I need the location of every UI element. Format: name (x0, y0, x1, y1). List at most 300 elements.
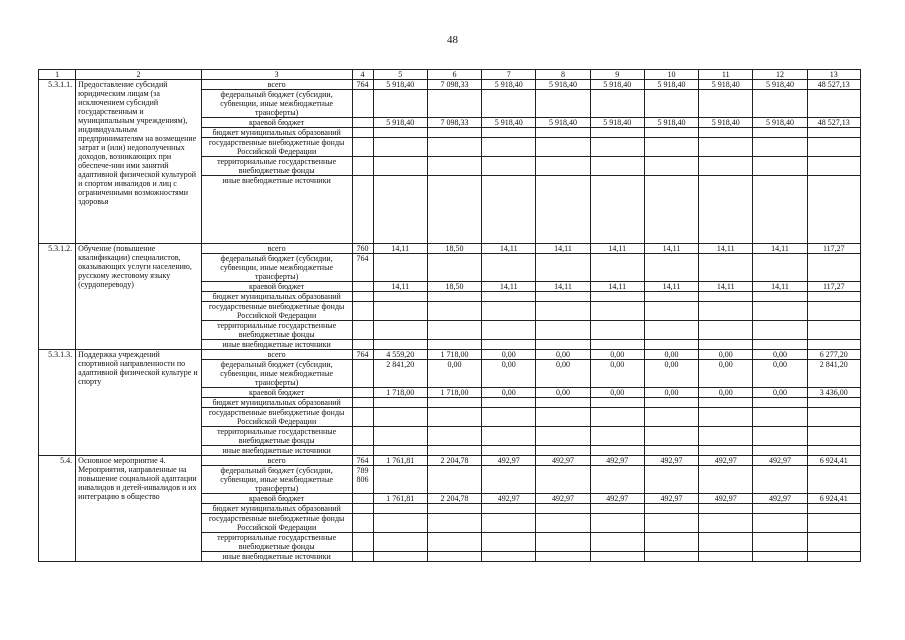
amount-cell (807, 504, 860, 514)
amount-cell: 0,00 (427, 360, 481, 388)
amount-cell (482, 254, 536, 282)
funding-source: краевой бюджет (201, 494, 352, 504)
funding-source: всего (201, 350, 352, 360)
amount-cell (699, 408, 753, 427)
amount-cell (590, 446, 644, 456)
amount-cell (753, 446, 807, 456)
amount-cell: 14,11 (699, 244, 753, 254)
amount-cell: 3 436,00 (807, 388, 860, 398)
amount-cell: 18,50 (427, 244, 481, 254)
header-row (39, 70, 861, 80)
amount-cell: 0,00 (482, 350, 536, 360)
funding-source: иные внебюджетные источники (201, 340, 352, 350)
funding-source: бюджет муниципальных образований (201, 128, 352, 138)
amount-cell (644, 504, 698, 514)
ksr-code: 764 (352, 254, 373, 282)
amount-cell: 0,00 (753, 360, 807, 388)
amount-cell (699, 533, 753, 552)
amount-cell: 492,97 (753, 494, 807, 504)
ksr-code (352, 302, 373, 321)
activity-code: 5.3.1.2. (39, 244, 76, 350)
amount-cell (427, 552, 481, 562)
amount-cell (807, 176, 860, 244)
amount-cell (482, 533, 536, 552)
amount-cell: 5 918,40 (753, 118, 807, 128)
amount-cell: 0,00 (482, 388, 536, 398)
amount-cell: 14,11 (536, 282, 590, 292)
amount-cell (590, 466, 644, 494)
amount-cell (699, 176, 753, 244)
amount-cell (807, 514, 860, 533)
amount-cell (536, 427, 590, 446)
amount-cell (482, 302, 536, 321)
amount-cell: 14,11 (644, 244, 698, 254)
amount-cell (699, 340, 753, 350)
amount-cell: 0,00 (482, 360, 536, 388)
amount-cell: 492,97 (482, 494, 536, 504)
funding-source: краевой бюджет (201, 388, 352, 398)
amount-cell (753, 504, 807, 514)
amount-cell: 5 918,40 (644, 118, 698, 128)
amount-cell: 5 918,40 (482, 118, 536, 128)
header-cell: 7 (482, 70, 536, 80)
amount-cell (807, 90, 860, 118)
amount-cell (590, 533, 644, 552)
amount-cell: 492,97 (590, 494, 644, 504)
amount-cell (536, 128, 590, 138)
amount-cell (536, 302, 590, 321)
amount-cell (753, 90, 807, 118)
amount-cell: 14,11 (753, 282, 807, 292)
amount-cell (699, 552, 753, 562)
amount-cell (427, 157, 481, 176)
amount-cell (807, 254, 860, 282)
amount-cell: 14,11 (482, 282, 536, 292)
amount-cell: 5 918,40 (590, 80, 644, 90)
ksr-code (352, 118, 373, 128)
amount-cell (590, 128, 644, 138)
amount-cell: 2 841,20 (373, 360, 427, 388)
table-row (39, 80, 861, 90)
amount-cell (807, 292, 860, 302)
amount-cell (536, 514, 590, 533)
amount-cell (427, 254, 481, 282)
amount-cell (427, 90, 481, 118)
amount-cell (373, 321, 427, 340)
amount-cell (373, 302, 427, 321)
activity-name: Предоставление субсидий юридическим лицам (за исключением субсидий государственным и муниципальным учреждениям), индивидуальным предпринимателям на возмещение затрат и (или) недополученных доходов, возникающих при обеспече-нии ими занятий адаптивной физической культурой и спортом инвалидов и лиц с ограниченными возможностями здоровья (76, 80, 202, 244)
amount-cell (753, 302, 807, 321)
amount-cell (590, 302, 644, 321)
amount-cell: 48 527,13 (807, 80, 860, 90)
ksr-code (352, 388, 373, 398)
amount-cell (699, 398, 753, 408)
amount-cell: 6 924,41 (807, 456, 860, 466)
amount-cell: 492,97 (699, 494, 753, 504)
amount-cell: 0,00 (699, 388, 753, 398)
amount-cell (427, 302, 481, 321)
amount-cell (482, 176, 536, 244)
header-cell: 11 (699, 70, 753, 80)
amount-cell: 4 559,20 (373, 350, 427, 360)
amount-cell (699, 292, 753, 302)
amount-cell (753, 427, 807, 446)
funding-source: государственные внебюджетные фонды Российской Федерации (201, 138, 352, 157)
amount-cell (536, 552, 590, 562)
amount-cell (427, 398, 481, 408)
amount-cell: 0,00 (644, 388, 698, 398)
amount-cell: 14,11 (373, 282, 427, 292)
amount-cell: 1 718,00 (427, 350, 481, 360)
amount-cell (807, 138, 860, 157)
amount-cell (644, 408, 698, 427)
amount-cell: 0,00 (590, 388, 644, 398)
amount-cell: 0,00 (536, 360, 590, 388)
ksr-code (352, 504, 373, 514)
amount-cell: 14,11 (699, 282, 753, 292)
amount-cell (482, 90, 536, 118)
amount-cell (753, 466, 807, 494)
ksr-code (352, 90, 373, 118)
amount-cell (482, 427, 536, 446)
amount-cell: 0,00 (699, 350, 753, 360)
funding-source: бюджет муниципальных образований (201, 292, 352, 302)
ksr-code (352, 292, 373, 302)
amount-cell (536, 138, 590, 157)
amount-cell (644, 398, 698, 408)
amount-cell (590, 408, 644, 427)
activity-code: 5.4. (39, 456, 76, 562)
ksr-code (352, 340, 373, 350)
amount-cell (644, 254, 698, 282)
amount-cell (644, 427, 698, 446)
amount-cell: 5 918,40 (590, 118, 644, 128)
amount-cell (699, 138, 753, 157)
amount-cell: 0,00 (536, 350, 590, 360)
funding-source: государственные внебюджетные фонды Российской Федерации (201, 408, 352, 427)
amount-cell (807, 321, 860, 340)
amount-cell (590, 90, 644, 118)
amount-cell (373, 254, 427, 282)
amount-cell (536, 340, 590, 350)
amount-cell: 5 918,40 (536, 118, 590, 128)
amount-cell: 0,00 (590, 350, 644, 360)
amount-cell: 14,11 (482, 244, 536, 254)
funding-source: всего (201, 80, 352, 90)
amount-cell (536, 446, 590, 456)
ksr-code (352, 533, 373, 552)
amount-cell: 14,11 (373, 244, 427, 254)
amount-cell (699, 302, 753, 321)
amount-cell (644, 302, 698, 321)
amount-cell: 492,97 (699, 456, 753, 466)
amount-cell: 5 918,40 (373, 80, 427, 90)
ksr-code: 760 (352, 244, 373, 254)
amount-cell (427, 176, 481, 244)
amount-cell: 0,00 (590, 360, 644, 388)
ksr-code (352, 138, 373, 157)
amount-cell (807, 157, 860, 176)
amount-cell: 492,97 (644, 456, 698, 466)
activity-name: Обучение (повышение квалификации) специалистов, оказывающих услуги населению, русскому жестовому языку (сурдопереводу) (76, 244, 202, 350)
header-cell: 10 (644, 70, 698, 80)
amount-cell: 1 718,00 (373, 388, 427, 398)
amount-cell (536, 321, 590, 340)
amount-cell (590, 427, 644, 446)
funding-source: всего (201, 456, 352, 466)
funding-source: федеральный бюджет (субсидии, субвенции, иные межбюджетные трансферты) (201, 360, 352, 388)
amount-cell (482, 466, 536, 494)
amount-cell (427, 138, 481, 157)
amount-cell: 5 918,40 (482, 80, 536, 90)
amount-cell (427, 446, 481, 456)
amount-cell (373, 446, 427, 456)
amount-cell (699, 504, 753, 514)
funding-source: иные внебюджетные источники (201, 552, 352, 562)
ksr-code: 789 806 (352, 466, 373, 494)
amount-cell (536, 504, 590, 514)
amount-cell (644, 514, 698, 533)
amount-cell: 6 277,20 (807, 350, 860, 360)
amount-cell (590, 552, 644, 562)
amount-cell (427, 408, 481, 427)
amount-cell: 5 918,40 (536, 80, 590, 90)
amount-cell (482, 138, 536, 157)
funding-source: краевой бюджет (201, 118, 352, 128)
amount-cell: 7 098,33 (427, 118, 481, 128)
header-cell: 5 (373, 70, 427, 80)
amount-cell (427, 128, 481, 138)
amount-cell: 2 841,20 (807, 360, 860, 388)
amount-cell (590, 138, 644, 157)
amount-cell (373, 466, 427, 494)
amount-cell (753, 340, 807, 350)
header-cell: 3 (201, 70, 352, 80)
amount-cell (536, 408, 590, 427)
amount-cell (699, 254, 753, 282)
amount-cell (482, 446, 536, 456)
amount-cell (807, 552, 860, 562)
amount-cell (482, 292, 536, 302)
amount-cell: 1 718,00 (427, 388, 481, 398)
funding-source: федеральный бюджет (субсидии, субвенции, иные межбюджетные трансферты) (201, 90, 352, 118)
amount-cell (644, 552, 698, 562)
amount-cell (373, 128, 427, 138)
amount-cell (753, 176, 807, 244)
amount-cell: 1 761,81 (373, 456, 427, 466)
amount-cell (482, 514, 536, 533)
amount-cell: 48 527,13 (807, 118, 860, 128)
amount-cell (427, 292, 481, 302)
amount-cell (482, 398, 536, 408)
amount-cell (373, 176, 427, 244)
amount-cell (536, 398, 590, 408)
header-cell: 9 (590, 70, 644, 80)
amount-cell: 1 761,81 (373, 494, 427, 504)
table-row (39, 244, 861, 254)
amount-cell: 492,97 (536, 456, 590, 466)
ksr-code (352, 282, 373, 292)
amount-cell: 5 918,40 (753, 80, 807, 90)
amount-cell: 5 918,40 (699, 118, 753, 128)
amount-cell: 5 918,40 (373, 118, 427, 128)
funding-source: территориальные государственные внебюджетные фонды (201, 427, 352, 446)
amount-cell: 0,00 (644, 350, 698, 360)
amount-cell (699, 128, 753, 138)
ksr-code (352, 427, 373, 446)
amount-cell (427, 321, 481, 340)
amount-cell: 0,00 (753, 350, 807, 360)
amount-cell (373, 408, 427, 427)
amount-cell: 5 918,40 (644, 80, 698, 90)
amount-cell (482, 128, 536, 138)
funding-source: федеральный бюджет (субсидии, субвенции, иные межбюджетные трансферты) (201, 466, 352, 494)
amount-cell (644, 466, 698, 494)
amount-cell (590, 504, 644, 514)
amount-cell: 0,00 (644, 360, 698, 388)
header-cell: 4 (352, 70, 373, 80)
amount-cell: 14,11 (753, 244, 807, 254)
amount-cell: 492,97 (536, 494, 590, 504)
amount-cell (373, 514, 427, 533)
funding-source: федеральный бюджет (субсидии, субвенции, иные межбюджетные трансферты) (201, 254, 352, 282)
amount-cell (373, 292, 427, 302)
amount-cell (536, 292, 590, 302)
funding-source: государственные внебюджетные фонды Российской Федерации (201, 514, 352, 533)
funding-source: территориальные государственные внебюджетные фонды (201, 157, 352, 176)
amount-cell: 492,97 (644, 494, 698, 504)
amount-cell (699, 427, 753, 446)
amount-cell (807, 533, 860, 552)
amount-cell (753, 408, 807, 427)
funding-source: краевой бюджет (201, 282, 352, 292)
amount-cell (590, 398, 644, 408)
amount-cell (590, 340, 644, 350)
amount-cell: 2 204,78 (427, 456, 481, 466)
amount-cell (373, 533, 427, 552)
amount-cell: 7 098,33 (427, 80, 481, 90)
ksr-code (352, 408, 373, 427)
amount-cell (753, 254, 807, 282)
ksr-code (352, 514, 373, 533)
amount-cell: 117,27 (807, 282, 860, 292)
amount-cell (590, 292, 644, 302)
amount-cell (753, 157, 807, 176)
amount-cell (807, 466, 860, 494)
amount-cell: 0,00 (536, 388, 590, 398)
amount-cell (373, 504, 427, 514)
ksr-code (352, 446, 373, 456)
ksr-code: 764 (352, 80, 373, 90)
amount-cell: 14,11 (590, 282, 644, 292)
amount-cell (536, 466, 590, 494)
amount-cell: 0,00 (753, 388, 807, 398)
funding-source: территориальные государственные внебюджетные фонды (201, 533, 352, 552)
amount-cell (373, 138, 427, 157)
amount-cell (807, 446, 860, 456)
activity-name: Основное мероприятие 4. Мероприятия, направленные на повышение социальной адаптации инвалидов и детей-инвалидов и их интеграцию в общество (76, 456, 202, 562)
funding-source: бюджет муниципальных образований (201, 504, 352, 514)
amount-cell (753, 138, 807, 157)
header-cell: 2 (76, 70, 202, 80)
ksr-code (352, 321, 373, 340)
funding-source: территориальные государственные внебюджетные фонды (201, 321, 352, 340)
amount-cell: 492,97 (590, 456, 644, 466)
amount-cell (590, 157, 644, 176)
page-number: 48 (447, 34, 458, 46)
amount-cell (753, 292, 807, 302)
amount-cell (482, 157, 536, 176)
amount-cell (807, 340, 860, 350)
amount-cell (753, 321, 807, 340)
amount-cell (536, 254, 590, 282)
amount-cell (644, 90, 698, 118)
amount-cell: 0,00 (699, 360, 753, 388)
amount-cell (644, 292, 698, 302)
amount-cell: 2 204,78 (427, 494, 481, 504)
ksr-code: 764 (352, 350, 373, 360)
amount-cell (644, 176, 698, 244)
ksr-code (352, 360, 373, 388)
amount-cell: 14,11 (644, 282, 698, 292)
amount-cell: 5 918,40 (699, 80, 753, 90)
header-cell: 12 (753, 70, 807, 80)
funding-source: государственные внебюджетные фонды Российской Федерации (201, 302, 352, 321)
amount-cell (536, 157, 590, 176)
amount-cell: 14,11 (536, 244, 590, 254)
amount-cell: 18,50 (427, 282, 481, 292)
ksr-code: 764 (352, 456, 373, 466)
amount-cell (373, 398, 427, 408)
amount-cell (699, 157, 753, 176)
budget-table (38, 69, 861, 562)
amount-cell (427, 533, 481, 552)
ksr-code (352, 128, 373, 138)
ksr-code (352, 398, 373, 408)
amount-cell (482, 321, 536, 340)
table-row (39, 456, 861, 466)
amount-cell (807, 302, 860, 321)
amount-cell (644, 138, 698, 157)
amount-cell (482, 504, 536, 514)
activity-code: 5.3.1.1. (39, 80, 76, 244)
amount-cell: 6 924,41 (807, 494, 860, 504)
header-cell: 8 (536, 70, 590, 80)
funding-source: иные внебюджетные источники (201, 176, 352, 244)
ksr-code (352, 552, 373, 562)
amount-cell (699, 90, 753, 118)
amount-cell (753, 514, 807, 533)
amount-cell (373, 427, 427, 446)
amount-cell (753, 533, 807, 552)
amount-cell (482, 552, 536, 562)
amount-cell (644, 321, 698, 340)
amount-cell (699, 466, 753, 494)
activity-name: Поддержка учреждений спортивной направленности по адаптивной физической культуре и спорту (76, 350, 202, 456)
amount-cell: 492,97 (753, 456, 807, 466)
amount-cell (644, 128, 698, 138)
amount-cell (536, 533, 590, 552)
amount-cell (536, 90, 590, 118)
table-row (39, 350, 861, 360)
amount-cell (590, 176, 644, 244)
amount-cell (753, 552, 807, 562)
amount-cell (699, 446, 753, 456)
amount-cell (807, 408, 860, 427)
funding-source: иные внебюджетные источники (201, 446, 352, 456)
amount-cell (373, 90, 427, 118)
amount-cell (482, 408, 536, 427)
